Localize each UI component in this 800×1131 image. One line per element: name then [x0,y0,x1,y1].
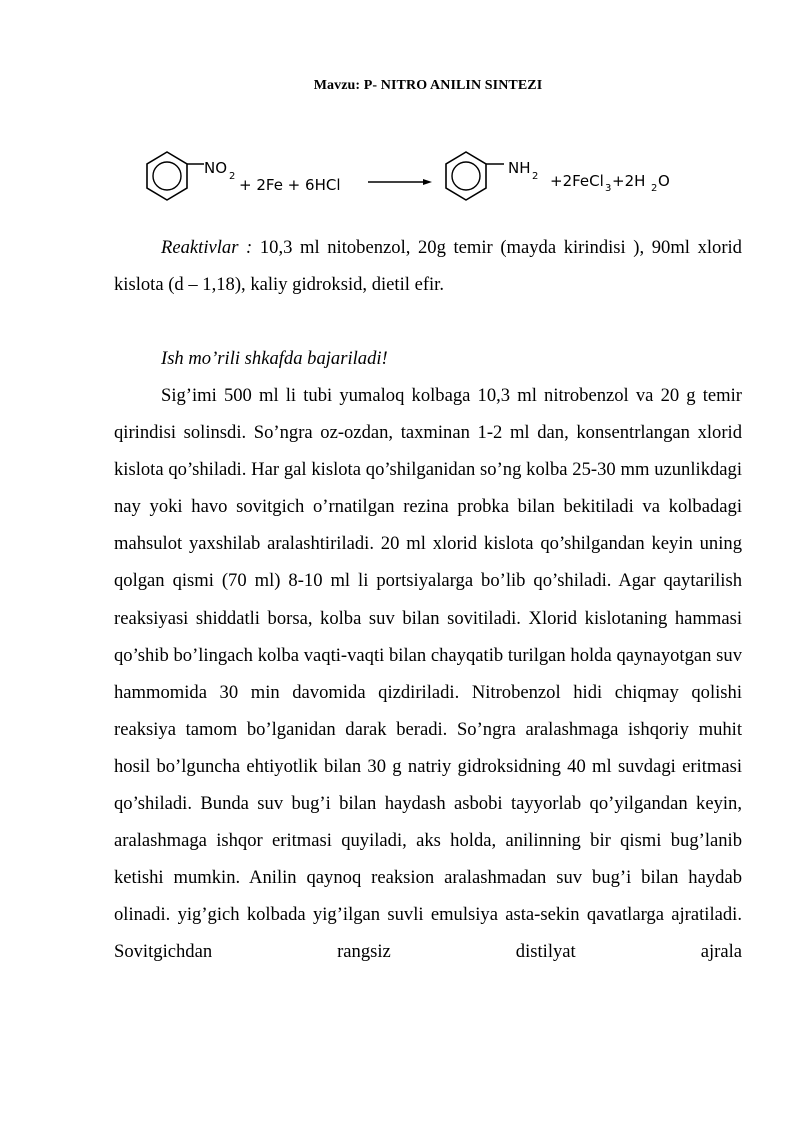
product-rest-1-text: +2FeCl [550,172,604,190]
product-rest-1-subscript: 3 [605,183,612,194]
product-rest-3-text: O [658,172,670,190]
product-group-text: NH [508,159,531,177]
reactant-group-text: NO [204,159,228,177]
reactant-rest-text: + 2Fe + 6HCl [239,176,341,194]
benzene-ring-reactant-icon [147,152,187,200]
reagents-paragraph [114,229,742,303]
benzene-ring-product-icon [446,152,486,200]
reagents-label: Reaktivlar : [161,237,253,258]
product-group-subscript: 2 [532,171,539,182]
reaction-arrow-icon [368,179,432,185]
product-rest-2-text: +2H [612,172,646,190]
safety-warning: Ish mo’rili shkafda bajariladi! [161,348,388,369]
page-title: Mavzu: P- NITRO ANILIN SINTEZI [313,78,543,93]
product-rest-2-subscript: 2 [651,183,658,194]
procedure-paragraph: Sig’imi 500 ml li tubi yumaloq kolbaga 10,3 ml nitrobenzol va 20 g temir qirindisi solinsdi. So’ngra oz-ozdan, taxminan 1-2 ml dan, konsentrlangan xlorid kislota qo’shiladi. Har gal kislota qo’shilganidan so’ng kolba 25-30 mm uzunlikdagi nay yoki havo sovitgich o’rnatilgan rezina probka bilan bekitiladi va kolbadagi mahsulot yaxshilab aralashtiriladi. 20 ml xlorid kislota qo’shilgandan keyin uning qolgan qismi (70 ml) 8-10 ml li portsiyalarga bo’lib qo’shiladi. Agar qaytarilish reaksiyasi shiddatli borsa, kolba suv bilan sovitiladi. Xlorid kislotaning hammasi qo’shib bo’lingach kolba vaqti-vaqti bilan chayqatib turilgan holda qaynayotgan suv hammomida 30 min davomida qizdiriladi. Nitrobenzol hidi chiqmay qolishi reaksiya tamom bo’lganidan darak beradi. So’ngra aralashmaga ishqoriy muhit hosil bo’lguncha ehtiyotlik bilan 30 g natriy gidroksidning 40 ml suvdagi eritmasi qo’shiladi. Bunda suv bug’i bilan haydash asbobi tayyorlab qo’yilgandan keyin, aralashmaga ishqor eritmasi quyiladi, aks holda, anilinning bir qismi bug’lanib ketishi mumkin. Anilin qaynoq reaksion aralashmadan suv bug’i bilan haydab olinadi. yig’gich kolbada yig’ilgan suvli emulsiya asta-sekin qavatlarga ajratiladi. Sovitgichdan rangsiz distilyat ajrala [114,385,742,963]
reaction-equation [140,150,700,214]
reagents-text: 10,3 ml nitobenzol, 20g temir (mayda kirindisi ), 90ml xlorid kislota (d – 1,18), kaliy gidroksid, dietil efir. [114,237,742,296]
reaction-equation-svg [140,150,700,214]
reactant-group-subscript: 2 [229,171,236,182]
